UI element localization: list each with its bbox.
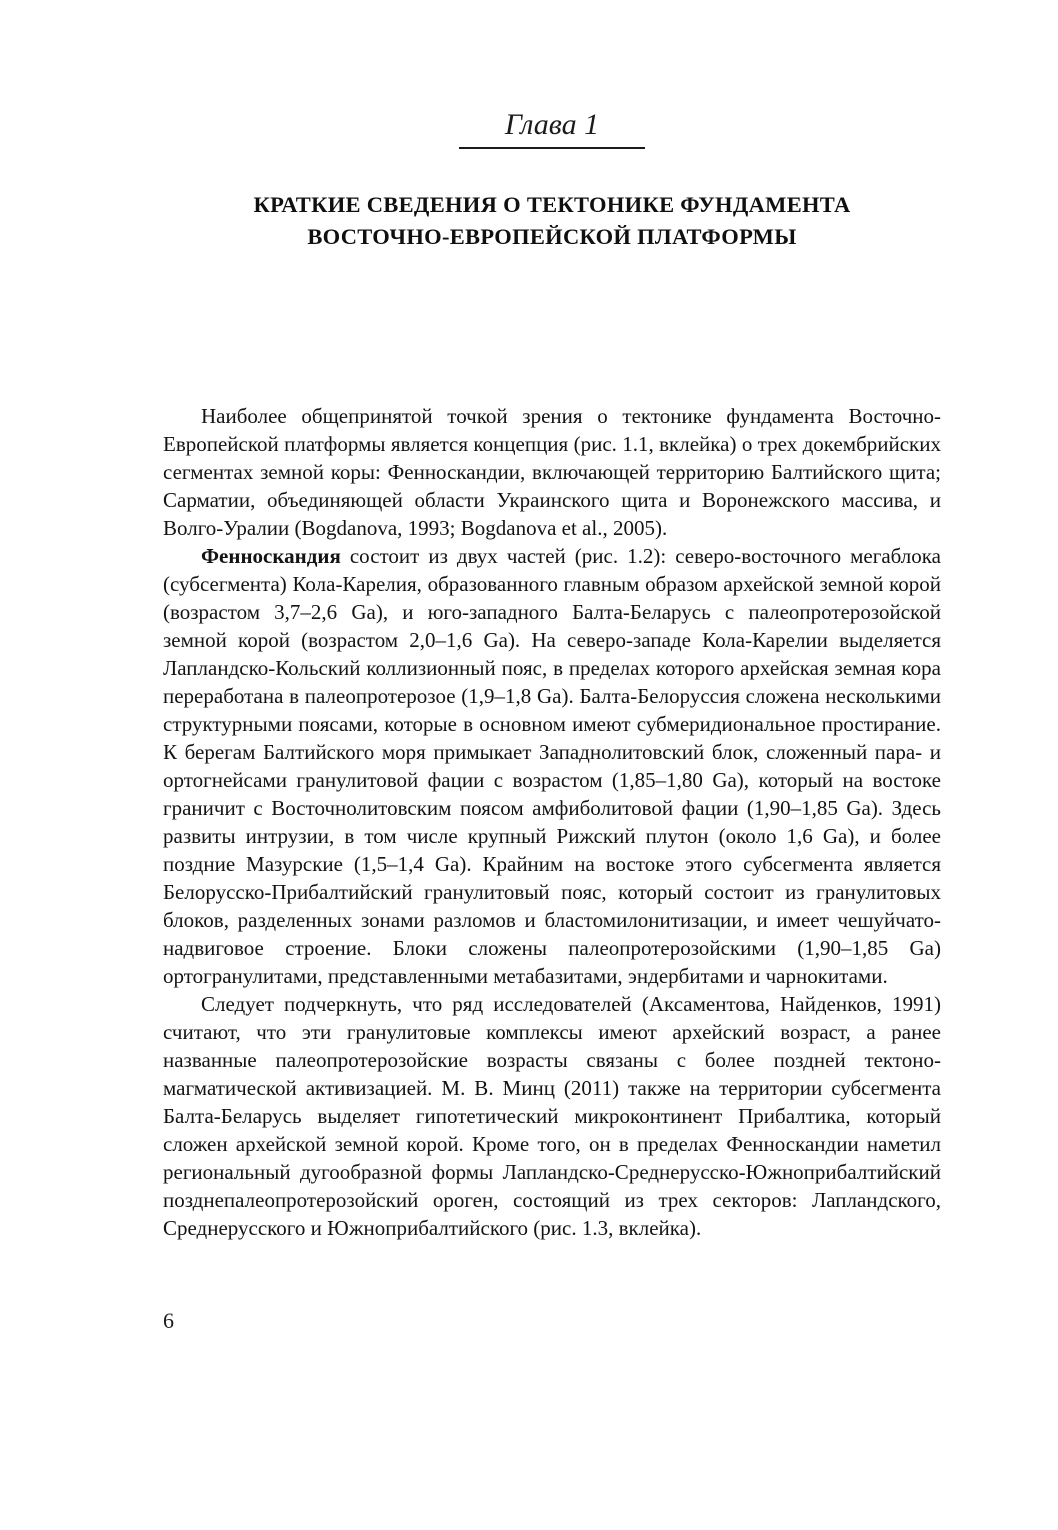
- chapter-rule-divider: [459, 147, 645, 149]
- chapter-heading: [163, 108, 941, 149]
- paragraph-intro: [163, 402, 941, 542]
- paragraph-fennoscandia-lead: Фенноскандия: [201, 544, 341, 568]
- body-text: [163, 402, 941, 1242]
- chapter-label: Глава 1: [504, 108, 600, 141]
- text-block: [163, 0, 941, 1242]
- paragraph-discussion-text: Следует подчеркнуть, что ряд исследователей (Аксаментова, Найденков, 1991) считают, что эти гранулитовые комплексы имеют архейский возраст, а ранее названные палеопротерозойские возрасты связаны с более поздней тектоно-магматической активизацией. М. В. Минц (2011) также на территории субсегмента Балта-Беларусь выделяет гипотетический микроконтинент Прибалтика, который сложен архейской земной корой. Кроме того, он в пределах Фенноскандии наметил региональный дугообразной формы Лапландско-Среднерусско-Южноприбалтийский позднепалеопротерозойский ороген, состоящий из трех секторов: Лапландского, Среднерусского и Южноприбалтийского (рис. 1.3, вклейка).: [163, 992, 941, 1240]
- page-title-line-2: ВОСТОЧНО-ЕВРОПЕЙСКОЙ ПЛАТФОРМЫ: [307, 224, 797, 249]
- page-title-line-1: КРАТКИЕ СВЕДЕНИЯ О ТЕКТОНИКЕ ФУНДАМЕНТА: [253, 192, 851, 217]
- page-number: 6: [163, 1308, 174, 1333]
- paragraph-intro-text: Наиболее общепринятой точкой зрения о тектонике фундамента Восточно-Европейской платформы является концепция (рис. 1.1, вклейка) о трех докембрийских сегментах земной коры: Фенноскандии, включающей территорию Балтийского щита; Сарматии, объединяющей области Украинского щита и Воронежского массива, и Волго-Уралии (Bogdanova, 1993; Bogdanova et al., 2005).: [163, 404, 941, 540]
- paragraph-fennoscandia-text: состоит из двух частей (рис. 1.2): северо-восточного мегаблока (субсегмента) Кола-Карелия, образованного главным образом архейской земной корой (возрастом 3,7–2,6 Ga), и юго-западного Балта-Беларусь с палеопротерозойской земной корой (возрастом 2,0–1,6 Ga). На северо-западе Кола-Карелии выделяется Лапландско-Кольский коллизионный пояс, в пределах которого архейская земная кора переработана в палеопротерозое (1,9–1,8 Ga). Балта-Белоруссия сложена несколькими структурными поясами, которые в основном имеют субмеридиональное простирание. К берегам Балтийского моря примыкает Западнолитовский блок, сложенный пара- и ортогнейсами гранулитовой фации с возрастом (1,85–1,80 Ga), который на востоке граничит с Восточнолитовским поясом амфиболитовой фации (1,90–1,85 Ga). Здесь развиты интрузии, в том числе крупный Рижский плутон (около 1,6 Ga), и более поздние Мазурские (1,5–1,4 Ga). Крайним на востоке этого субсегмента является Белорусско-Прибалтийский гранулитовый пояс, который состоит из гранулитовых блоков, разделенных зонами разломов и бластомилонитизации, и имеет чешуйчато-надвиговое строение. Блоки сложены палеопротерозойскими (1,90–1,85 Ga) ортогранулитами, представленными метабазитами, эндербитами и чарнокитами.: [163, 544, 941, 988]
- paragraph-discussion: [163, 990, 941, 1242]
- paragraph-fennoscandia: [163, 542, 941, 990]
- page-title: [163, 189, 941, 253]
